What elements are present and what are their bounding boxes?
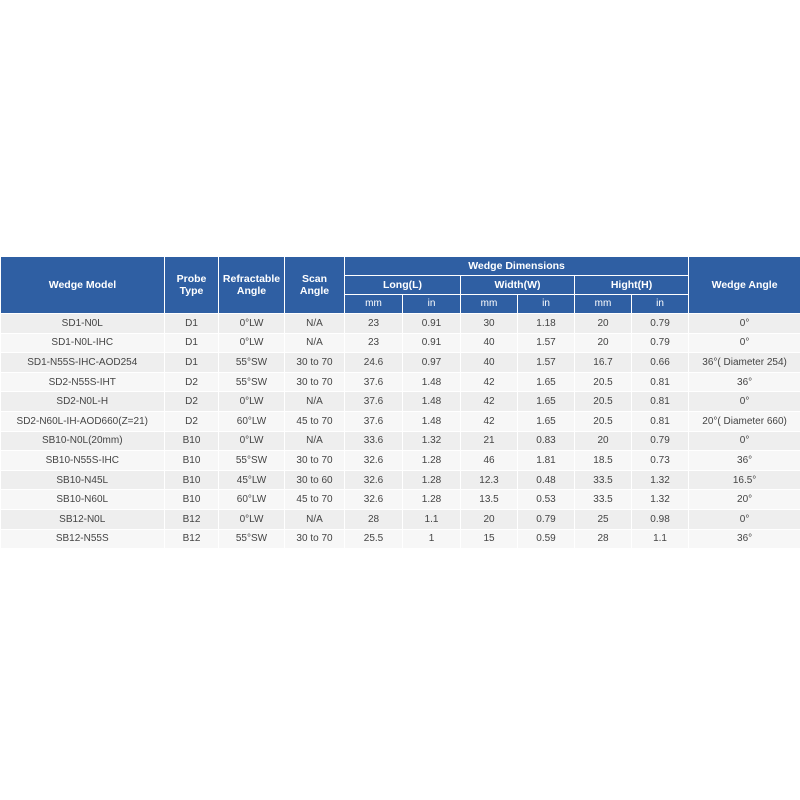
cell-hight-in: 0.98 <box>632 509 689 529</box>
table-row <box>1 353 800 373</box>
table-row <box>1 314 800 334</box>
cell-wedge-model: SB10-N45L <box>1 470 165 490</box>
cell-refractable-angle: 60°LW <box>219 490 285 510</box>
cell-scan-angle: N/A <box>285 333 345 353</box>
cell-scan-angle: N/A <box>285 392 345 412</box>
cell-hight-in: 0.79 <box>632 314 689 334</box>
cell-long-in: 1.28 <box>403 490 461 510</box>
cell-long-mm: 37.6 <box>345 372 403 392</box>
table-header <box>1 257 800 314</box>
cell-hight-mm: 20.5 <box>575 372 632 392</box>
table-row <box>1 470 800 490</box>
cell-width-mm: 21 <box>461 431 518 451</box>
cell-hight-mm: 20.5 <box>575 392 632 412</box>
cell-refractable-angle: 55°SW <box>219 372 285 392</box>
cell-probe-type: D1 <box>165 314 219 334</box>
cell-width-in: 1.81 <box>518 451 575 471</box>
cell-hight-mm: 28 <box>575 529 632 549</box>
table-row <box>1 431 800 451</box>
cell-probe-type: B10 <box>165 451 219 471</box>
cell-long-mm: 23 <box>345 333 403 353</box>
header-wedge-dimensions: Wedge Dimensions <box>345 257 689 276</box>
cell-hight-in: 0.81 <box>632 392 689 412</box>
wedge-spec-table-container <box>0 256 800 549</box>
cell-long-mm: 32.6 <box>345 470 403 490</box>
cell-width-in: 1.57 <box>518 353 575 373</box>
cell-scan-angle: 45 to 70 <box>285 411 345 431</box>
cell-long-mm: 37.6 <box>345 411 403 431</box>
cell-scan-angle: 30 to 70 <box>285 451 345 471</box>
cell-hight-mm: 18.5 <box>575 451 632 471</box>
cell-width-in: 1.65 <box>518 411 575 431</box>
cell-width-in: 1.57 <box>518 333 575 353</box>
cell-width-in: 0.48 <box>518 470 575 490</box>
header-long-mm: mm <box>345 295 403 314</box>
table-body <box>1 314 800 549</box>
cell-width-mm: 13.5 <box>461 490 518 510</box>
cell-width-mm: 42 <box>461 411 518 431</box>
cell-wedge-angle: 36° <box>689 451 800 471</box>
cell-width-mm: 46 <box>461 451 518 471</box>
cell-width-mm: 40 <box>461 353 518 373</box>
cell-wedge-angle: 0° <box>689 314 800 334</box>
cell-width-mm: 12.3 <box>461 470 518 490</box>
cell-width-mm: 30 <box>461 314 518 334</box>
header-wedge-angle: Wedge Angle <box>689 257 800 314</box>
cell-long-in: 1.28 <box>403 451 461 471</box>
table-row <box>1 392 800 412</box>
cell-wedge-model: SB10-N0L(20mm) <box>1 431 165 451</box>
header-hight: Hight(H) <box>575 276 689 295</box>
cell-width-mm: 40 <box>461 333 518 353</box>
cell-probe-type: D2 <box>165 372 219 392</box>
cell-long-in: 0.91 <box>403 333 461 353</box>
cell-wedge-angle: 36° <box>689 372 800 392</box>
cell-refractable-angle: 60°LW <box>219 411 285 431</box>
header-width: Width(W) <box>461 276 575 295</box>
cell-probe-type: B10 <box>165 490 219 510</box>
cell-width-in: 1.65 <box>518 372 575 392</box>
cell-probe-type: B12 <box>165 529 219 549</box>
cell-wedge-angle: 0° <box>689 509 800 529</box>
cell-wedge-model: SB10-N60L <box>1 490 165 510</box>
cell-wedge-model: SD2-N0L-H <box>1 392 165 412</box>
cell-width-in: 1.65 <box>518 392 575 412</box>
cell-refractable-angle: 0°LW <box>219 314 285 334</box>
table-row <box>1 451 800 471</box>
cell-wedge-angle: 36° <box>689 529 800 549</box>
cell-wedge-model: SB10-N55S-IHC <box>1 451 165 471</box>
cell-long-mm: 32.6 <box>345 490 403 510</box>
cell-width-mm: 42 <box>461 392 518 412</box>
table-row <box>1 372 800 392</box>
cell-long-mm: 28 <box>345 509 403 529</box>
header-wedge-model: Wedge Model <box>1 257 165 314</box>
cell-hight-in: 0.79 <box>632 431 689 451</box>
cell-width-in: 0.79 <box>518 509 575 529</box>
wedge-spec-table <box>0 256 800 549</box>
cell-probe-type: B12 <box>165 509 219 529</box>
cell-width-mm: 15 <box>461 529 518 549</box>
cell-width-in: 0.59 <box>518 529 575 549</box>
cell-long-in: 1.28 <box>403 470 461 490</box>
header-width-mm: mm <box>461 295 518 314</box>
cell-scan-angle: N/A <box>285 431 345 451</box>
cell-hight-mm: 16.7 <box>575 353 632 373</box>
cell-hight-mm: 20.5 <box>575 411 632 431</box>
cell-hight-mm: 33.5 <box>575 470 632 490</box>
cell-hight-in: 0.81 <box>632 411 689 431</box>
cell-scan-angle: 30 to 70 <box>285 529 345 549</box>
cell-wedge-model: SD1-N0L <box>1 314 165 334</box>
header-scan-angle: Scan Angle <box>285 257 345 314</box>
header-hight-in: in <box>632 295 689 314</box>
cell-scan-angle: N/A <box>285 314 345 334</box>
header-width-in: in <box>518 295 575 314</box>
cell-wedge-model: SD1-N55S-IHC-AOD254 <box>1 353 165 373</box>
cell-wedge-model: SB12-N55S <box>1 529 165 549</box>
cell-wedge-model: SB12-N0L <box>1 509 165 529</box>
cell-hight-mm: 25 <box>575 509 632 529</box>
header-hight-mm: mm <box>575 295 632 314</box>
cell-probe-type: D1 <box>165 333 219 353</box>
cell-hight-in: 0.66 <box>632 353 689 373</box>
cell-wedge-model: SD2-N60L-IH-AOD660(Z=21) <box>1 411 165 431</box>
cell-wedge-angle: 0° <box>689 392 800 412</box>
cell-width-mm: 20 <box>461 509 518 529</box>
cell-wedge-angle: 0° <box>689 431 800 451</box>
cell-hight-in: 0.79 <box>632 333 689 353</box>
cell-hight-in: 1.32 <box>632 490 689 510</box>
table-row <box>1 411 800 431</box>
cell-hight-in: 1.32 <box>632 470 689 490</box>
cell-refractable-angle: 0°LW <box>219 509 285 529</box>
cell-wedge-angle: 16.5° <box>689 470 800 490</box>
cell-width-in: 1.18 <box>518 314 575 334</box>
cell-scan-angle: 30 to 70 <box>285 372 345 392</box>
cell-hight-mm: 20 <box>575 333 632 353</box>
table-row <box>1 333 800 353</box>
table-row <box>1 529 800 549</box>
cell-width-in: 0.53 <box>518 490 575 510</box>
cell-hight-mm: 20 <box>575 314 632 334</box>
cell-refractable-angle: 55°SW <box>219 353 285 373</box>
cell-hight-in: 0.81 <box>632 372 689 392</box>
cell-long-mm: 33.6 <box>345 431 403 451</box>
cell-refractable-angle: 0°LW <box>219 431 285 451</box>
cell-long-in: 1.48 <box>403 372 461 392</box>
cell-wedge-angle: 20° <box>689 490 800 510</box>
cell-probe-type: D2 <box>165 392 219 412</box>
cell-long-in: 0.91 <box>403 314 461 334</box>
cell-long-in: 1.48 <box>403 411 461 431</box>
cell-wedge-model: SD1-N0L-IHC <box>1 333 165 353</box>
header-long: Long(L) <box>345 276 461 295</box>
cell-refractable-angle: 55°SW <box>219 529 285 549</box>
cell-hight-in: 0.73 <box>632 451 689 471</box>
cell-wedge-angle: 20°( Diameter 660) <box>689 411 800 431</box>
cell-scan-angle: N/A <box>285 509 345 529</box>
cell-long-in: 1.1 <box>403 509 461 529</box>
cell-width-mm: 42 <box>461 372 518 392</box>
cell-long-in: 1 <box>403 529 461 549</box>
cell-width-in: 0.83 <box>518 431 575 451</box>
cell-hight-mm: 20 <box>575 431 632 451</box>
table-row <box>1 490 800 510</box>
cell-refractable-angle: 55°SW <box>219 451 285 471</box>
cell-refractable-angle: 0°LW <box>219 392 285 412</box>
cell-probe-type: D1 <box>165 353 219 373</box>
cell-long-mm: 32.6 <box>345 451 403 471</box>
cell-probe-type: B10 <box>165 431 219 451</box>
cell-long-mm: 23 <box>345 314 403 334</box>
cell-long-in: 1.48 <box>403 392 461 412</box>
cell-hight-in: 1.1 <box>632 529 689 549</box>
cell-long-mm: 24.6 <box>345 353 403 373</box>
cell-long-in: 1.32 <box>403 431 461 451</box>
cell-probe-type: B10 <box>165 470 219 490</box>
cell-long-mm: 37.6 <box>345 392 403 412</box>
cell-wedge-angle: 0° <box>689 333 800 353</box>
cell-hight-mm: 33.5 <box>575 490 632 510</box>
cell-long-in: 0.97 <box>403 353 461 373</box>
table-row <box>1 509 800 529</box>
cell-scan-angle: 30 to 70 <box>285 353 345 373</box>
cell-probe-type: D2 <box>165 411 219 431</box>
header-probe-type: Probe Type <box>165 257 219 314</box>
cell-refractable-angle: 45°LW <box>219 470 285 490</box>
header-long-in: in <box>403 295 461 314</box>
cell-scan-angle: 45 to 70 <box>285 490 345 510</box>
header-refractable-angle: Refractable Angle <box>219 257 285 314</box>
cell-refractable-angle: 0°LW <box>219 333 285 353</box>
cell-long-mm: 25.5 <box>345 529 403 549</box>
cell-wedge-angle: 36°( Diameter 254) <box>689 353 800 373</box>
cell-scan-angle: 30 to 60 <box>285 470 345 490</box>
cell-wedge-model: SD2-N55S-IHT <box>1 372 165 392</box>
